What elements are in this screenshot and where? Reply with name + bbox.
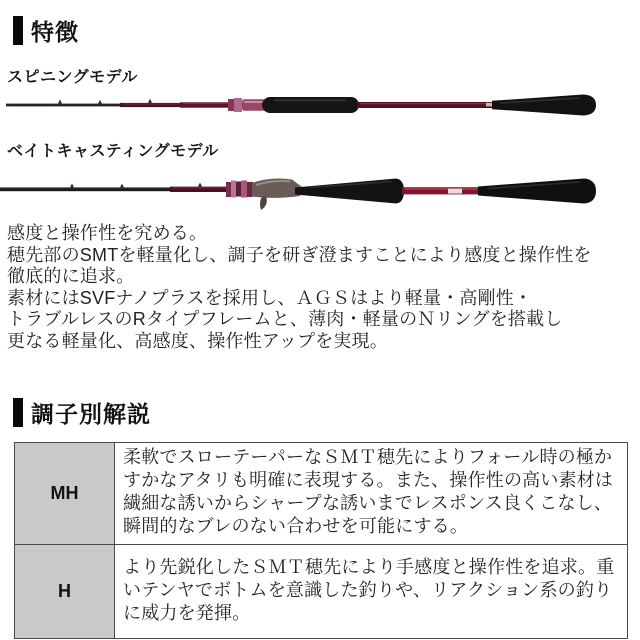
rod-guide (98, 100, 102, 104)
spinning-model-label: スピニングモデル (7, 69, 138, 86)
reel-seat-ring (234, 98, 242, 112)
features-heading (13, 14, 79, 47)
description-line: 徹底的に追求。 (7, 266, 135, 286)
rod-guide (70, 184, 74, 188)
action-guide-heading-label: 調子別解説 (31, 401, 151, 427)
rod-rear-blank (357, 102, 493, 108)
action-table (14, 442, 628, 639)
description-line: トラブルレスのRタイプフレームと、薄肉・軽量のＮリングを搭載し (7, 309, 563, 329)
table-row (15, 443, 628, 545)
reel-seat-ring (236, 182, 241, 197)
description-line: 感度と操作性を究める。 (7, 223, 208, 243)
action-label-cell: MH (15, 443, 115, 545)
rod-rear-blank (402, 187, 480, 194)
action-description-cell: より先鋭化したＳＭＴ穂先により手感度と操作性を追求。重いテンヤでボトムを意識した釣りや、リアクション系の釣りに威力を発揮。 (115, 545, 628, 639)
eva-rear-grip (492, 95, 596, 116)
reel-seat-ring (228, 99, 234, 111)
reel-seat-ring (241, 181, 247, 198)
reel-seat (242, 99, 265, 111)
rod-guide (198, 183, 202, 187)
baitcasting-rod (0, 179, 596, 211)
description-line: 更なる軽量化、高感度、操作性アップを実現。 (7, 330, 388, 351)
description-line: 素材にはSVFナノプラスを採用し、ＡＧＳはより軽量・高剛性・ (7, 287, 533, 308)
rod-guide (58, 100, 62, 104)
feature-description (7, 223, 640, 352)
baitcasting-rod-image (0, 163, 640, 221)
spinning-rod-image (0, 86, 640, 130)
table-row (15, 545, 628, 639)
spinning-rod (6, 95, 596, 116)
description-line: 穂先部のSMTを軽量化し、調子を研ぎ澄ますことにより感度と操作性を (7, 244, 592, 265)
trigger-grip (260, 196, 267, 210)
action-label-cell: H (15, 545, 115, 639)
spec-label-sticker (448, 189, 462, 194)
action-description-cell: 柔軟でスローテーパーなＳＭＴ穂先によりフォール時の極かすかなアタリも明確に表現する。また、操作性の高い素材は繊細な誘いからシャープな誘いまでレスポンス良くこなし、瞬間的なブレのない合わせを可能にする。 (115, 443, 628, 545)
rod-guide (148, 99, 152, 103)
rod-tip-section (6, 104, 122, 107)
rod-guide (120, 184, 124, 188)
features-heading-label: 特徴 (31, 19, 79, 45)
reel-seat-ring (226, 182, 231, 197)
heading-marker-bar (13, 16, 23, 45)
eva-foregrip (262, 97, 359, 113)
heading-marker-bar (13, 398, 23, 427)
baitcasting-model-label: ベイトキャスティングモデル (7, 143, 219, 160)
reel-seat-ring (231, 181, 236, 198)
action-guide-heading (13, 396, 151, 429)
